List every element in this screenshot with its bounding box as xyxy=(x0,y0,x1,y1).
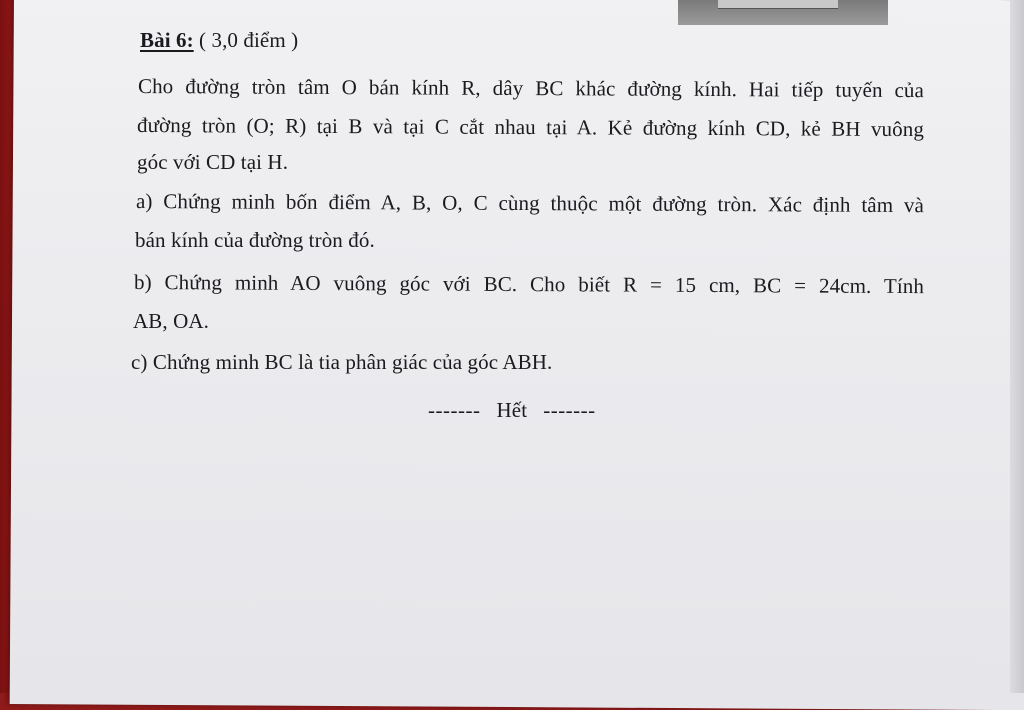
part-b-line-2: AB, OA. xyxy=(133,309,209,333)
part-a-line-1: a) Chứng minh bốn điểm A, B, O, C cùng thuộc một đường tròn. Xác định tâm và xyxy=(135,189,925,218)
end-dash-right: ------- xyxy=(543,398,596,422)
intro-line-3: góc với CD tại H. xyxy=(137,150,289,174)
exercise-points: ( 3,0 điểm ) xyxy=(193,28,299,52)
exercise-heading xyxy=(140,28,298,53)
part-c-line-1: c) Chứng minh BC là tia phân giác của góc ABH. xyxy=(131,350,553,374)
intro-line-1: Cho đường tròn tâm O bán kính R, dây BC khác đường kính. Hai tiếp tuyến của xyxy=(137,74,925,103)
end-dash-left: ------- xyxy=(428,398,481,422)
end-marker xyxy=(428,398,596,423)
exercise-title: Bài 6: xyxy=(140,28,194,52)
end-text: Hết xyxy=(496,398,528,422)
part-a-line-2: bán kính của đường tròn đó. xyxy=(135,228,375,252)
part-b-line-1: b) Chứng minh AO vuông góc với BC. Cho biết R = 15 cm, BC = 24cm. Tính xyxy=(133,270,925,299)
intro-line-2: đường tròn (O; R) tại B và tại C cắt nhau tại A. Kẻ đường kính CD, kẻ BH vuông xyxy=(136,113,925,142)
